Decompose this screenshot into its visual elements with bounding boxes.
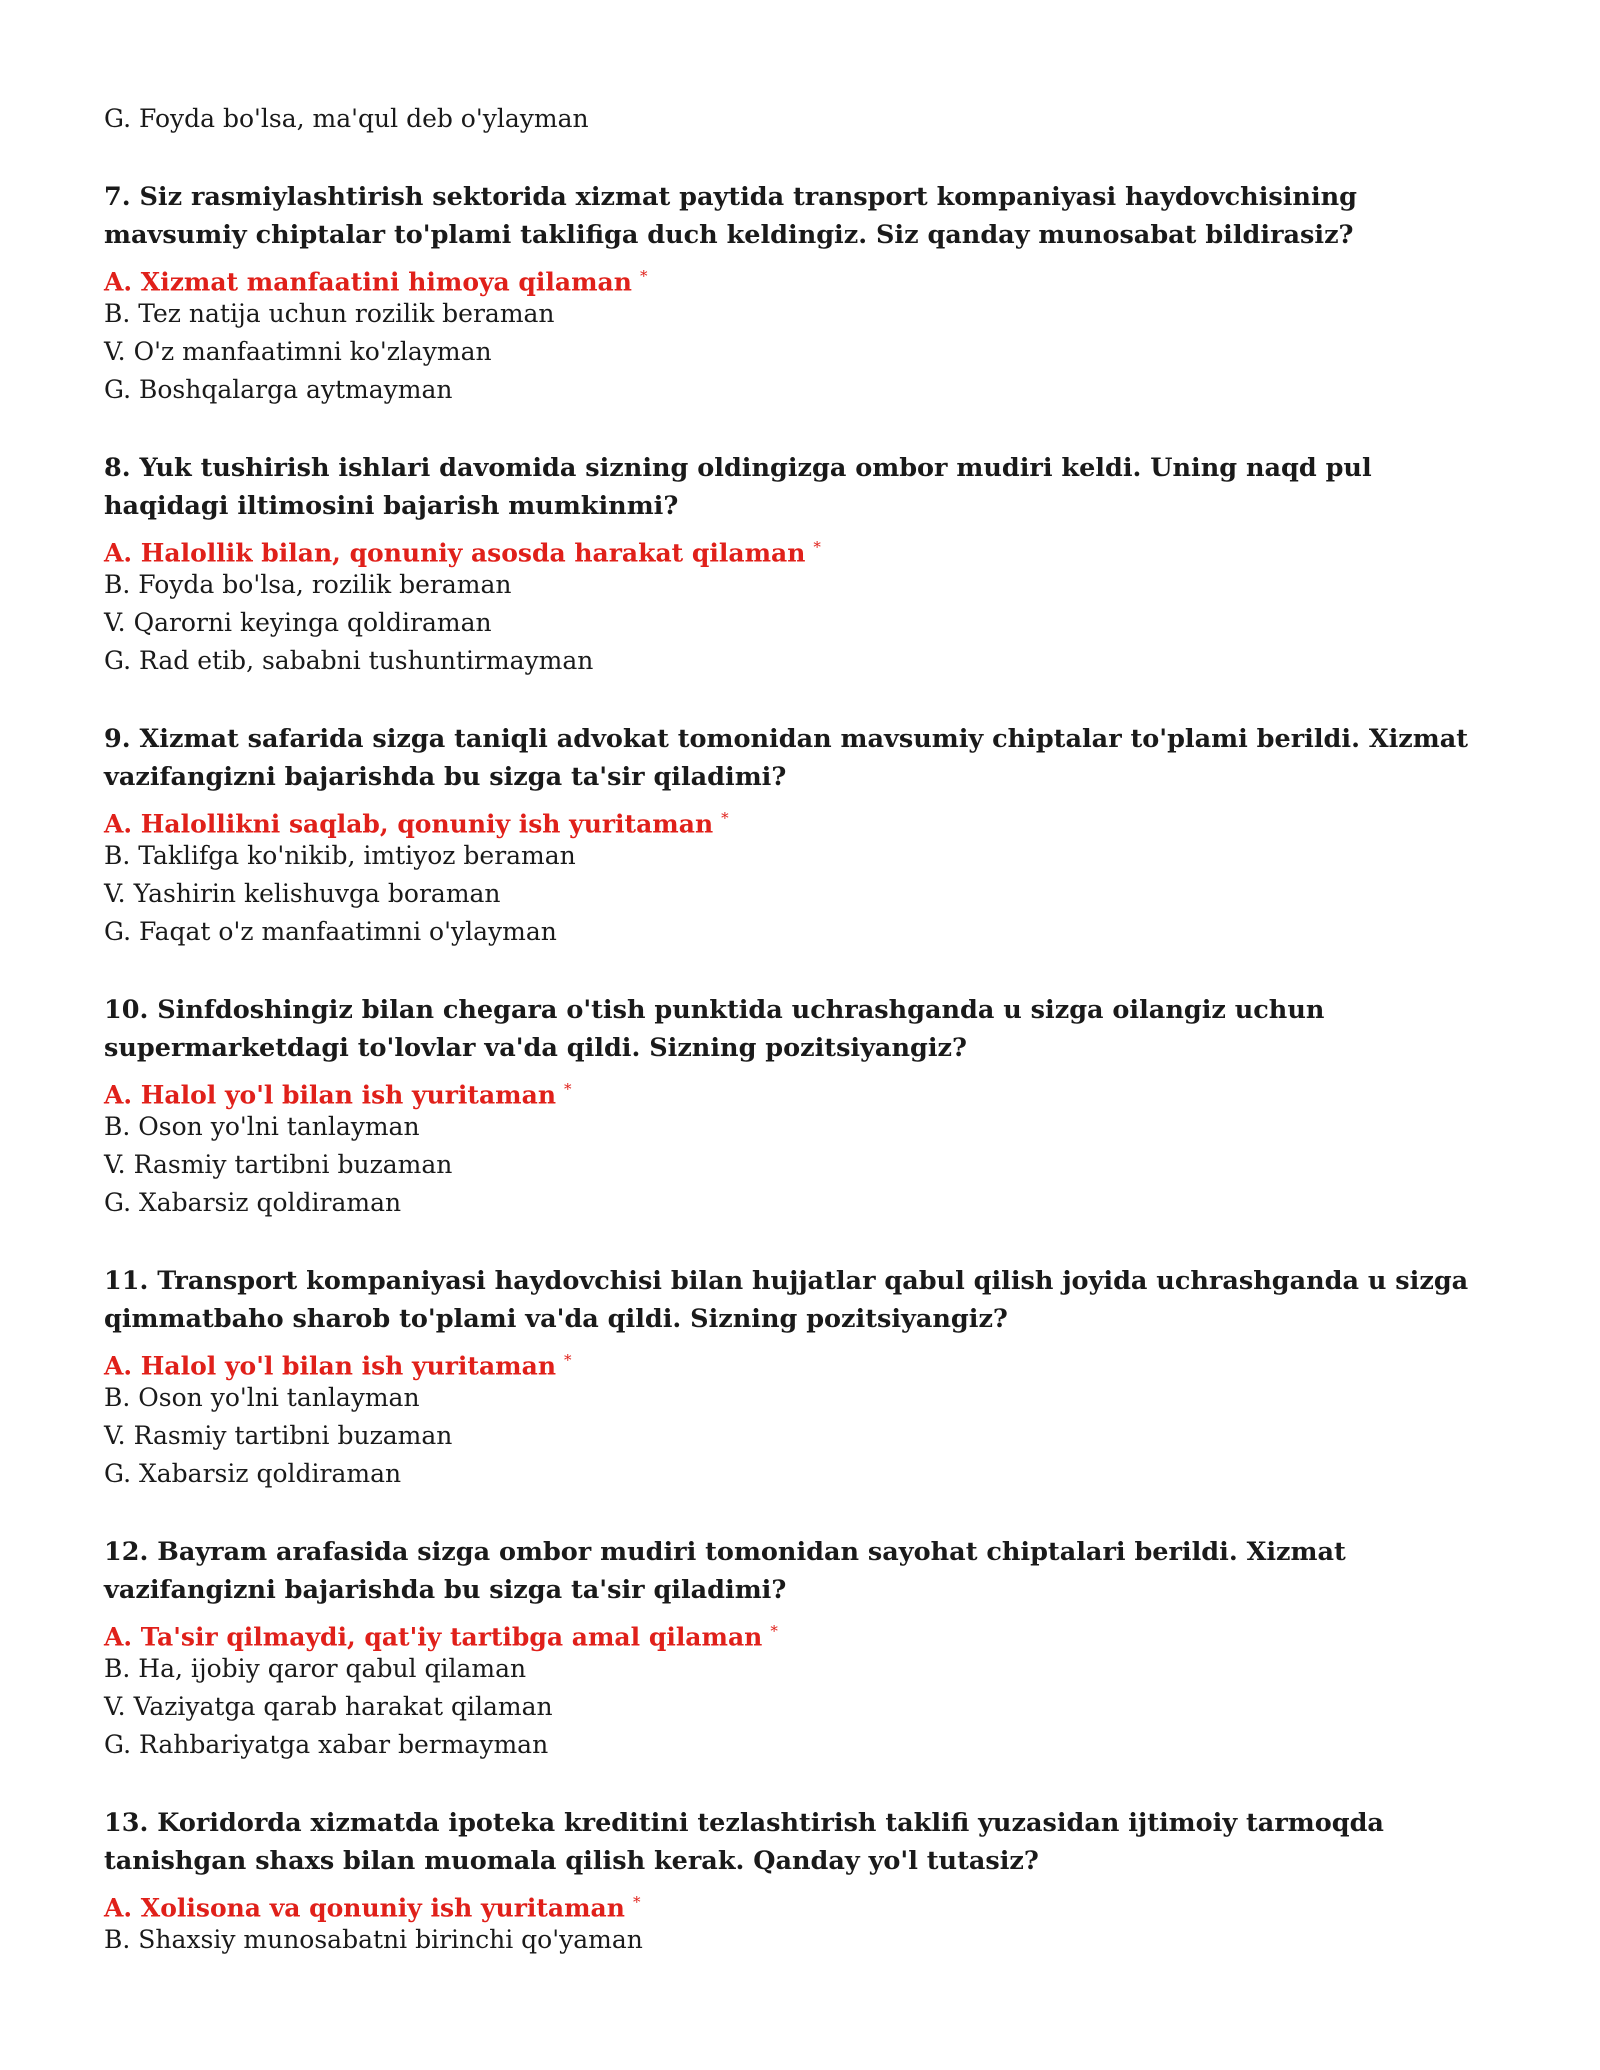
- option-label: A. Xizmat manfaatini himoya qilaman: [104, 267, 632, 297]
- answer-option-correct: [104, 1341, 1504, 1379]
- correct-answer-marker: *: [632, 1893, 641, 1911]
- answer-option: V. Rasmiy tartibni buzaman: [104, 1421, 453, 1450]
- option-label: A. Halol yo'l bilan ish yuritaman: [104, 1080, 557, 1110]
- answer-option-correct: [104, 257, 1504, 295]
- answer-option: B. Shaxsiy munosabatni birinchi qo'yaman: [104, 1925, 643, 1954]
- answer-option: B. Oson yo'lni tanlayman: [104, 1383, 420, 1412]
- option-label: A. Halol yo'l bilan ish yuritaman: [104, 1351, 557, 1381]
- answer-option: B. Ha, ijobiy qaror qabul qilaman: [104, 1654, 527, 1683]
- question-text: [104, 178, 1504, 254]
- question-number: 8.: [104, 453, 131, 483]
- correct-answer-marker: *: [813, 538, 821, 556]
- answer-option: B. Foyda bo'lsa, rozilik beraman: [104, 570, 512, 599]
- answer-option-correct: [104, 528, 1504, 566]
- question-body: Transport kompaniyasi haydovchisi bilan hujjatlar qabul qilish joyida uchrashganda u sizga qimmatbaho sharob to'plami va'da qildi. Sizning pozitsiyangiz?: [104, 1266, 1469, 1334]
- answer-option: V. Qarorni keyinga qoldiraman: [104, 608, 492, 637]
- correct-answer-marker: *: [564, 1080, 572, 1098]
- question-text: [104, 1262, 1504, 1338]
- question-text: [104, 1533, 1504, 1609]
- question-number: 13.: [104, 1808, 149, 1838]
- question-12: [104, 1533, 1504, 1764]
- answer-option-correct: [104, 1070, 1504, 1108]
- question-body: Sinfdoshingiz bilan chegara o'tish punktida uchrashganda u sizga oilangiz uchun supermarketdagi to'lovlar va'da qildi. Sizning pozitsiyangiz?: [104, 995, 1325, 1063]
- question-13: [104, 1804, 1504, 1959]
- option-label: A. Ta'sir qilmaydi, qat'iy tartibga amal qilaman: [104, 1622, 763, 1652]
- question-8: [104, 449, 1504, 680]
- question-7: [104, 178, 1504, 409]
- answer-option: B. Oson yo'lni tanlayman: [104, 1112, 420, 1141]
- question-body: Siz rasmiylashtirish sektorida xizmat paytida transport kompaniyasi haydovchisining mavsumiy chiptalar to'plami taklifiga duch keldingiz. Siz qanday munosabat bildirasiz?: [104, 182, 1358, 250]
- answer-option-correct: [104, 1612, 1504, 1650]
- question-10: [104, 991, 1504, 1222]
- question-body: Bayram arafasida sizga ombor mudiri tomonidan sayohat chiptalari berildi. Xizmat vazifangizni bajarishda bu sizga ta'sir qiladimi?: [104, 1537, 1346, 1605]
- answer-option: G. Rahbariyatga xabar bermayman: [104, 1730, 549, 1759]
- answer-option: V. Yashirin kelishuvga boraman: [104, 879, 501, 908]
- correct-answer-marker: *: [721, 809, 729, 827]
- answer-option-correct: [104, 799, 1504, 837]
- option-label: A. Halollikni saqlab, qonuniy ish yuritaman: [104, 809, 714, 839]
- correct-answer-marker: *: [639, 267, 648, 285]
- answer-option: G. Xabarsiz qoldiraman: [104, 1459, 402, 1488]
- answer-option: V. O'z manfaatimni ko'zlayman: [104, 337, 492, 366]
- answer-option: V. Rasmiy tartibni buzaman: [104, 1150, 453, 1179]
- question-number: 11.: [104, 1266, 149, 1296]
- answer-option: G. Rad etib, sababni tushuntirmayman: [104, 646, 594, 675]
- answer-option: G. Faqat o'z manfaatimni o'ylayman: [104, 917, 557, 946]
- answer-option: B. Tez natija uchun rozilik beraman: [104, 299, 555, 328]
- option-label: A. Xolisona va qonuniy ish yuritaman: [104, 1893, 625, 1923]
- correct-answer-marker: *: [564, 1351, 572, 1369]
- question-body: Xizmat safarida sizga taniqli advokat tomonidan mavsumiy chiptalar to'plami berildi. Xizmat vazifangizni bajarishda bu sizga ta'sir qiladimi?: [104, 724, 1469, 792]
- question-number: 10.: [104, 995, 149, 1025]
- question-11: [104, 1262, 1504, 1493]
- answer-option: B. Taklifga ko'nikib, imtiyoz beraman: [104, 841, 576, 870]
- answer-option: G. Boshqalarga aytmayman: [104, 375, 453, 404]
- answer-option-correct: [104, 1883, 1504, 1921]
- question-number: 12.: [104, 1537, 149, 1567]
- option-label: A. Halollik bilan, qonuniy asosda harakat qilaman: [104, 538, 806, 568]
- question-text: [104, 720, 1504, 796]
- question-number: 9.: [104, 724, 131, 754]
- question-9: [104, 720, 1504, 951]
- correct-answer-marker: *: [770, 1622, 778, 1640]
- option-g-continued: G. Foyda bo'lsa, ma'qul deb o'ylayman: [104, 104, 589, 133]
- answer-option: V. Vaziyatga qarab harakat qilaman: [104, 1692, 553, 1721]
- question-body: Yuk tushirish ishlari davomida sizning oldingizga ombor mudiri keldi. Uning naqd pul haqidagi iltimosini bajarish mumkinmi?: [104, 453, 1372, 521]
- question-body: Koridorda xizmatda ipoteka kreditini tezlashtirish taklifi yuzasidan ijtimoiy tarmoqda tanishgan shaxs bilan muomala qilish kerak. Qanday yo'l tutasiz?: [104, 1808, 1384, 1876]
- answer-option: G. Xabarsiz qoldiraman: [104, 1188, 402, 1217]
- question-text: [104, 1804, 1504, 1880]
- question-number: 7.: [104, 182, 131, 212]
- document-page: [104, 100, 1504, 1959]
- question-text: [104, 449, 1504, 525]
- question-text: [104, 991, 1504, 1067]
